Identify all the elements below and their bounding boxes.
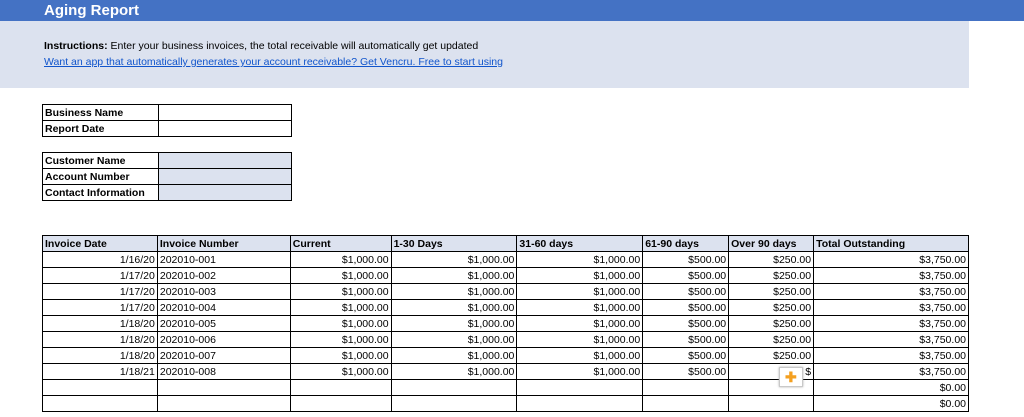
header-invoice-date: Invoice Date: [43, 236, 158, 252]
account-number-row: [43, 169, 292, 185]
cell-invoice-date[interactable]: 1/18/20: [43, 348, 158, 364]
cell-31-60-days[interactable]: $1,000.00: [517, 252, 643, 268]
cell-invoice-number[interactable]: 202010-001: [157, 252, 290, 268]
table-row: [43, 268, 969, 284]
header-61-90-days: 61-90 days: [643, 236, 729, 252]
cell-1-30-days[interactable]: $1,000.00: [391, 300, 517, 316]
cell-31-60-days[interactable]: $1,000.00: [517, 316, 643, 332]
cell-current[interactable]: $1,000.00: [290, 268, 391, 284]
cell-61-90-days[interactable]: $500.00: [643, 316, 729, 332]
cell-current[interactable]: [290, 380, 391, 396]
cell-total-outstanding[interactable]: $0.00: [814, 380, 969, 396]
cell-31-60-days[interactable]: $1,000.00: [517, 268, 643, 284]
table-row: [43, 364, 969, 380]
cell-1-30-days[interactable]: $1,000.00: [391, 332, 517, 348]
table-row: [43, 284, 969, 300]
cell-31-60-days[interactable]: $1,000.00: [517, 300, 643, 316]
cell-invoice-date[interactable]: 1/18/21: [43, 364, 158, 380]
header-over-90-days: Over 90 days: [729, 236, 814, 252]
cell-invoice-number[interactable]: [157, 380, 290, 396]
table-row: [43, 300, 969, 316]
account-number-cell[interactable]: [159, 169, 292, 185]
cell-1-30-days[interactable]: $1,000.00: [391, 268, 517, 284]
header-current: Current: [290, 236, 391, 252]
table-row: [43, 332, 969, 348]
cell-61-90-days[interactable]: $500.00: [643, 268, 729, 284]
cell-invoice-number[interactable]: 202010-004: [157, 300, 290, 316]
cell-total-outstanding[interactable]: $3,750.00: [814, 284, 969, 300]
table-row: [43, 348, 969, 364]
cell-over-90-days[interactable]: $250.00: [729, 316, 814, 332]
cell-31-60-days[interactable]: $1,000.00: [517, 284, 643, 300]
cell-1-30-days[interactable]: $1,000.00: [391, 316, 517, 332]
header-1-30-days: 1-30 Days: [391, 236, 517, 252]
cell-over-90-days[interactable]: $250.00: [729, 284, 814, 300]
cell-1-30-days[interactable]: $1,000.00: [391, 348, 517, 364]
instructions-panel: [0, 21, 969, 88]
aging-table: [42, 235, 969, 412]
cell-invoice-date[interactable]: [43, 396, 158, 412]
cell-over-90-days[interactable]: [729, 396, 814, 412]
cell-invoice-date[interactable]: 1/18/20: [43, 316, 158, 332]
business-name-label: Business Name: [43, 105, 159, 121]
contact-information-row: [43, 185, 292, 201]
table-row: [43, 396, 969, 412]
cell-invoice-number[interactable]: [157, 396, 290, 412]
table-row: [43, 252, 969, 268]
cell-total-outstanding[interactable]: $0.00: [814, 396, 969, 412]
contact-information-label: Contact Information: [43, 185, 159, 201]
cell-61-90-days[interactable]: $500.00: [643, 364, 729, 380]
page-title: Aging Report: [44, 2, 139, 19]
cell-over-90-days[interactable]: $250.00: [729, 252, 814, 268]
cell-current[interactable]: $1,000.00: [290, 348, 391, 364]
cell-61-90-days[interactable]: $500.00: [643, 332, 729, 348]
cell-1-30-days[interactable]: [391, 380, 517, 396]
cell-total-outstanding[interactable]: $3,750.00: [814, 252, 969, 268]
cell-total-outstanding[interactable]: $3,750.00: [814, 332, 969, 348]
table-row: [43, 380, 969, 396]
vencru-link[interactable]: Want an app that automatically generates your account receivable? Get Vencru. Free to start using: [44, 56, 503, 68]
cell-total-outstanding[interactable]: $3,750.00: [814, 268, 969, 284]
cell-31-60-days[interactable]: $1,000.00: [517, 348, 643, 364]
business-name-cell[interactable]: [159, 105, 292, 121]
cell-1-30-days[interactable]: $1,000.00: [391, 252, 517, 268]
cell-61-90-days[interactable]: [643, 380, 729, 396]
cell-current[interactable]: $1,000.00: [290, 332, 391, 348]
cell-total-outstanding[interactable]: $3,750.00: [814, 300, 969, 316]
customer-info-table: [42, 152, 292, 201]
cell-invoice-number[interactable]: 202010-002: [157, 268, 290, 284]
cell-invoice-date[interactable]: 1/17/20: [43, 300, 158, 316]
cell-61-90-days[interactable]: $500.00: [643, 300, 729, 316]
cell-total-outstanding[interactable]: $3,750.00: [814, 316, 969, 332]
cell-61-90-days[interactable]: $500.00: [643, 284, 729, 300]
plus-icon: ✚: [785, 369, 797, 385]
cell-invoice-date[interactable]: [43, 380, 158, 396]
cell-total-outstanding[interactable]: $3,750.00: [814, 364, 969, 380]
account-number-label: Account Number: [43, 169, 159, 185]
report-date-label: Report Date: [43, 121, 159, 137]
header-total-outstanding: Total Outstanding: [814, 236, 969, 252]
cell-current[interactable]: $1,000.00: [290, 364, 391, 380]
cell-1-30-days[interactable]: [391, 396, 517, 412]
cell-over-90-days[interactable]: $250.00: [729, 300, 814, 316]
report-date-cell[interactable]: [159, 121, 292, 137]
aging-header-row: [43, 236, 969, 252]
cell-31-60-days[interactable]: [517, 396, 643, 412]
cell-over-90-days[interactable]: $250.00: [729, 268, 814, 284]
contact-information-cell[interactable]: [159, 185, 292, 201]
cell-invoice-number[interactable]: 202010-003: [157, 284, 290, 300]
cell-61-90-days[interactable]: $500.00: [643, 348, 729, 364]
cell-61-90-days[interactable]: [643, 396, 729, 412]
header-invoice-number: Invoice Number: [157, 236, 290, 252]
cell-1-30-days[interactable]: $1,000.00: [391, 364, 517, 380]
cell-current[interactable]: $1,000.00: [290, 300, 391, 316]
cell-invoice-number[interactable]: 202010-005: [157, 316, 290, 332]
cell-current[interactable]: $1,000.00: [290, 252, 391, 268]
cell-over-90-days[interactable]: $250.00: [729, 348, 814, 364]
title-bar: [0, 0, 1024, 21]
cell-1-30-days[interactable]: $1,000.00: [391, 284, 517, 300]
cell-invoice-date[interactable]: 1/17/20: [43, 284, 158, 300]
cell-over-90-days[interactable]: $250.00: [729, 332, 814, 348]
cell-current[interactable]: [290, 396, 391, 412]
business-name-row: [43, 105, 292, 121]
cell-61-90-days[interactable]: $500.00: [643, 252, 729, 268]
customer-name-cell[interactable]: [159, 153, 292, 169]
header-31-60-days: 31-60 days: [517, 236, 643, 252]
cell-over-90-days[interactable]: $: [729, 364, 814, 380]
customer-name-row: [43, 153, 292, 169]
cell-total-outstanding[interactable]: $3,750.00: [814, 348, 969, 364]
cell-current[interactable]: $1,000.00: [290, 316, 391, 332]
cell-invoice-date[interactable]: 1/16/20: [43, 252, 158, 268]
report-date-row: [43, 121, 292, 137]
table-row: [43, 316, 969, 332]
paste-options-icon[interactable]: [779, 367, 803, 387]
instructions-body: Enter your business invoices, the total receivable will automatically get updated: [107, 40, 479, 52]
cell-current[interactable]: $1,000.00: [290, 284, 391, 300]
cell-invoice-number[interactable]: 202010-008: [157, 364, 290, 380]
cell-invoice-number[interactable]: 202010-006: [157, 332, 290, 348]
cell-31-60-days[interactable]: $1,000.00: [517, 332, 643, 348]
cell-invoice-date[interactable]: 1/18/20: [43, 332, 158, 348]
instructions-label: Instructions:: [44, 40, 108, 52]
cell-invoice-date[interactable]: 1/17/20: [43, 268, 158, 284]
instructions-text: [44, 40, 478, 52]
cell-31-60-days[interactable]: [517, 380, 643, 396]
cell-31-60-days[interactable]: $1,000.00: [517, 364, 643, 380]
business-info-table: [42, 104, 292, 137]
cell-invoice-number[interactable]: 202010-007: [157, 348, 290, 364]
customer-name-label: Customer Name: [43, 153, 159, 169]
